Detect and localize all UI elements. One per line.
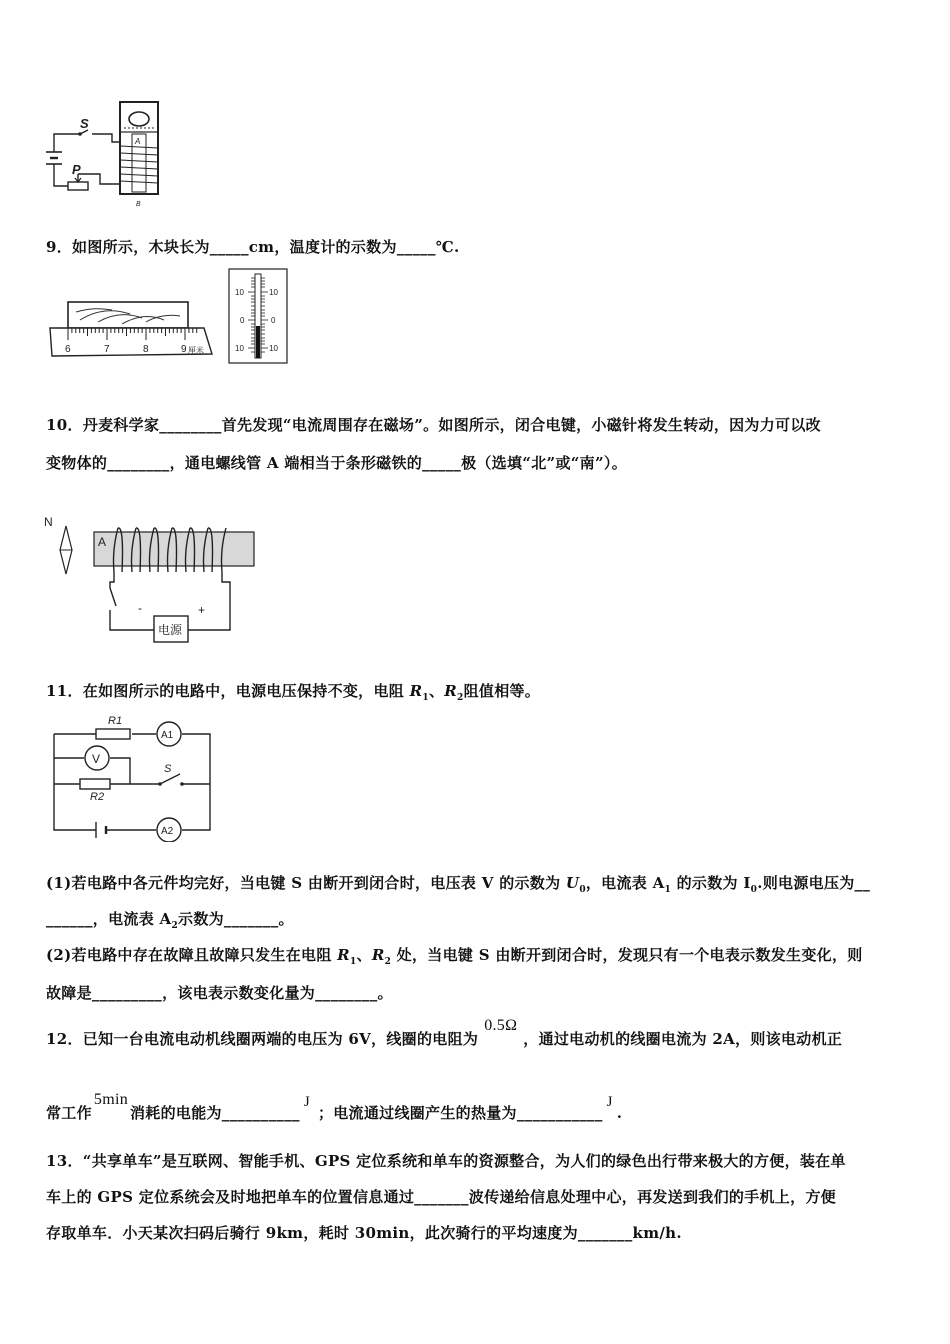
label-s: S	[80, 116, 89, 131]
resistance-value: 0.5Ω	[484, 1017, 518, 1034]
switch-s-label: S	[164, 763, 172, 775]
time-value: 5min	[93, 1091, 128, 1108]
ammeter-a2-label: A2	[161, 826, 174, 837]
thermo-left-10-bottom: 10	[235, 344, 244, 353]
question-10-line-2: 变物体的________，通电螺线管 A 端相当于条形磁铁的_____极（选填“北”或“南”）。	[46, 454, 627, 472]
label-a: A	[135, 137, 141, 146]
compass-n-label: N	[44, 515, 53, 529]
question-12-line-1: 12．已知一台电流电动机线圈两端的电压为 6V，线圈的电阻为0.5Ω，通过电动机的线圈电流为 2A，则该电动机正	[46, 1017, 843, 1048]
energy-unit: J	[303, 1094, 310, 1110]
question-12-line-2: 常工作5min消耗的电能为__________J；电流通过线圈产生的热量为___________J.	[46, 1091, 623, 1122]
ruler-tick-9: 9	[181, 344, 187, 355]
circuit-figure	[46, 712, 216, 842]
r1-label: R1	[108, 715, 123, 727]
ruler-tick-6: 6	[65, 344, 71, 355]
thermometer-figure	[228, 268, 290, 366]
thermo-right-10-top: 10	[269, 288, 278, 297]
ruler-tick-7: 7	[104, 344, 110, 355]
plus-terminal: +	[198, 603, 206, 617]
r2-label: R2	[90, 791, 105, 803]
question-13-line-1: 13．“共享单车”是互联网、智能手机、GPS 定位系统和单车的资源整合，为人们的绿色出行带来极大的方便，装在单	[46, 1152, 846, 1170]
thermo-left-10-top: 10	[235, 288, 244, 297]
label-b: B	[136, 201, 141, 208]
question-11-part2-line-2: 故障是_________，该电表示数变化量为________。	[46, 984, 393, 1002]
label-p: P	[72, 162, 81, 177]
thermo-right-10-bottom: 10	[269, 344, 278, 353]
question-13-line-3: 存取单车．小天某次扫码后骑行 9km，耗时 30min，此次骑行的平均速度为_______km/h.	[46, 1224, 682, 1242]
question-11-intro: 11．在如图所示的电路中，电源电压保持不变，电阻 $R_1$、$R_2$阻值相等。	[46, 682, 541, 703]
question-11-part1-line-2: ______，电流表 $A_2$示数为_______。	[46, 910, 294, 931]
ruler-unit: 厘米	[188, 346, 204, 355]
solenoid-figure	[40, 510, 270, 652]
question-11-part2-line-1: (2)若电路中存在故障且故障只发生在电阻 $R_1$、$R_2$ 处，当电键 S 由断开到闭合时，发现只有一个电表示数发生变化，则	[46, 946, 863, 967]
heat-unit: J	[606, 1094, 613, 1110]
question-11-part1-line-1: (1)若电路中各元件均完好，当电键 S 由断开到闭合时，电压表 V 的示数为 $U_0$，电流表 $A_1$ 的示数为 $I_0$.则电源电压为__	[46, 874, 871, 895]
question-9-text: 9．如图所示，木块长为_____cm，温度计的示数为_____℃.	[46, 238, 460, 256]
thermo-left-0: 0	[240, 316, 245, 325]
question-10-line-1: 10．丹麦科学家________首先发现“电流周围存在磁场”。如图所示，闭合电键，小磁针将发生转动，因为力可以改	[46, 416, 821, 434]
solenoid-a-label: A	[98, 535, 107, 549]
power-source-label: 电源	[158, 623, 183, 637]
minus-terminal: -	[138, 601, 142, 615]
thermo-right-0: 0	[271, 316, 276, 325]
question-13-line-2: 车上的 GPS 定位系统会及时地把单车的位置信息通过_______波传递给信息处理中心，再发送到我们的手机上，方便	[46, 1188, 836, 1206]
ruler-figure	[46, 298, 216, 362]
voltmeter-label: V	[92, 752, 101, 766]
ruler-tick-8: 8	[143, 344, 149, 355]
ammeter-a1-label: A1	[161, 730, 174, 741]
electromagnet-figure	[40, 98, 170, 210]
